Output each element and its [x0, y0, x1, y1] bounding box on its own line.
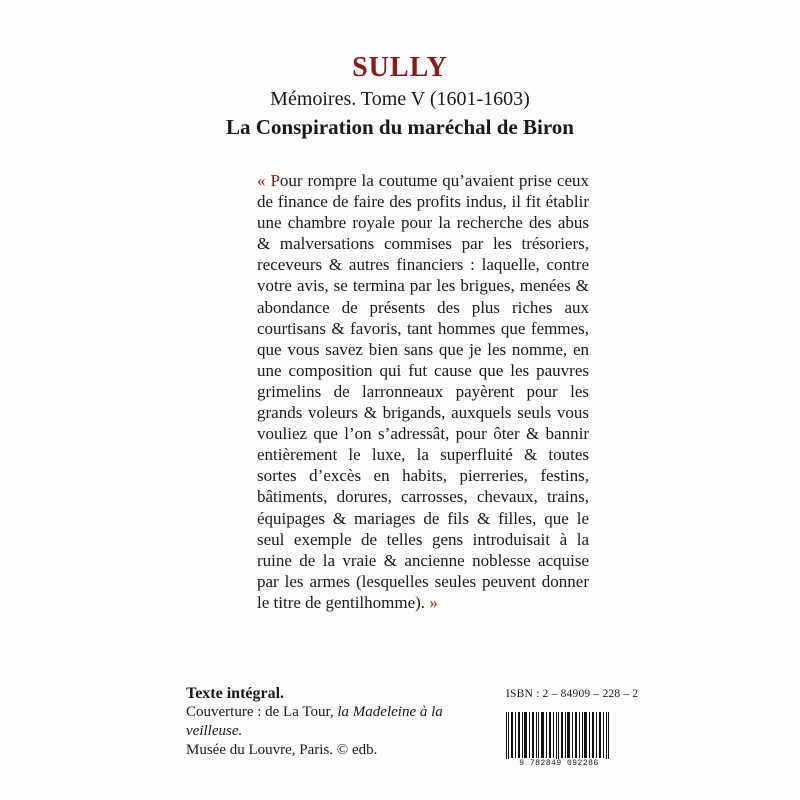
book-title: La Conspiration du maréchal de Biron — [226, 115, 574, 139]
cover-credit-prefix: Couverture : de La Tour, — [186, 704, 338, 720]
publication-notes — [186, 684, 486, 760]
integral-text-label: Texte intégral. — [186, 685, 285, 702]
quote-body: our rompre la coutume qu’avaient prise ceux de finance de faire des profits indus, il fit établir une chambre royale pour la recherche des abus & malversations commises par les trésoriers, receveurs & autres financiers : laquelle, contre votre avis, se termina par les brigues, menées & abondance de présents des plus riches aux courtisans & favoris, tant hommes que femmes, que vous savez bien sans que je les nomme, en une composition qui fut cause que les pauvres grimelins de larronneaux payèrent pour les grands voleurs & brigands, auxquels seuls vous vouliez que l’on s’adressât, pour ôter & bannir entièrement le luxe, la superfluité & toutes sortes d’excès en habits, pierreries, festins, bâtiments, dorures, carrosses, chevaux, trains, équipages & mariages de fils & filles, que le seul exemple de telles gens introduisait à la ruine de la vraie & ancienne noblesse acquise par les armes (lesquelles seules peuvent donner le titre de gentilhomme). — [257, 171, 590, 612]
barcode-icon — [500, 712, 618, 780]
isbn-number: ISBN : 2 – 84909 – 228 – 2 — [506, 688, 639, 700]
volume-subtitle: Mémoires. Tome V (1601-1603) — [270, 88, 530, 110]
quote-close-mark: » — [425, 592, 438, 612]
excerpt-quote — [257, 170, 589, 613]
museum-credit: Musée du Louvre, Paris. © edb. — [186, 742, 378, 758]
author-name: SULLY — [352, 52, 448, 83]
barcode-digits: 9 782849 092286 — [500, 759, 618, 768]
quote-open-mark: « — [257, 171, 271, 190]
cover-artwork-title: la Madeleine à la veilleuse. — [186, 704, 443, 739]
cover-credit — [186, 703, 486, 741]
quote-initial-letter: P — [270, 171, 280, 190]
